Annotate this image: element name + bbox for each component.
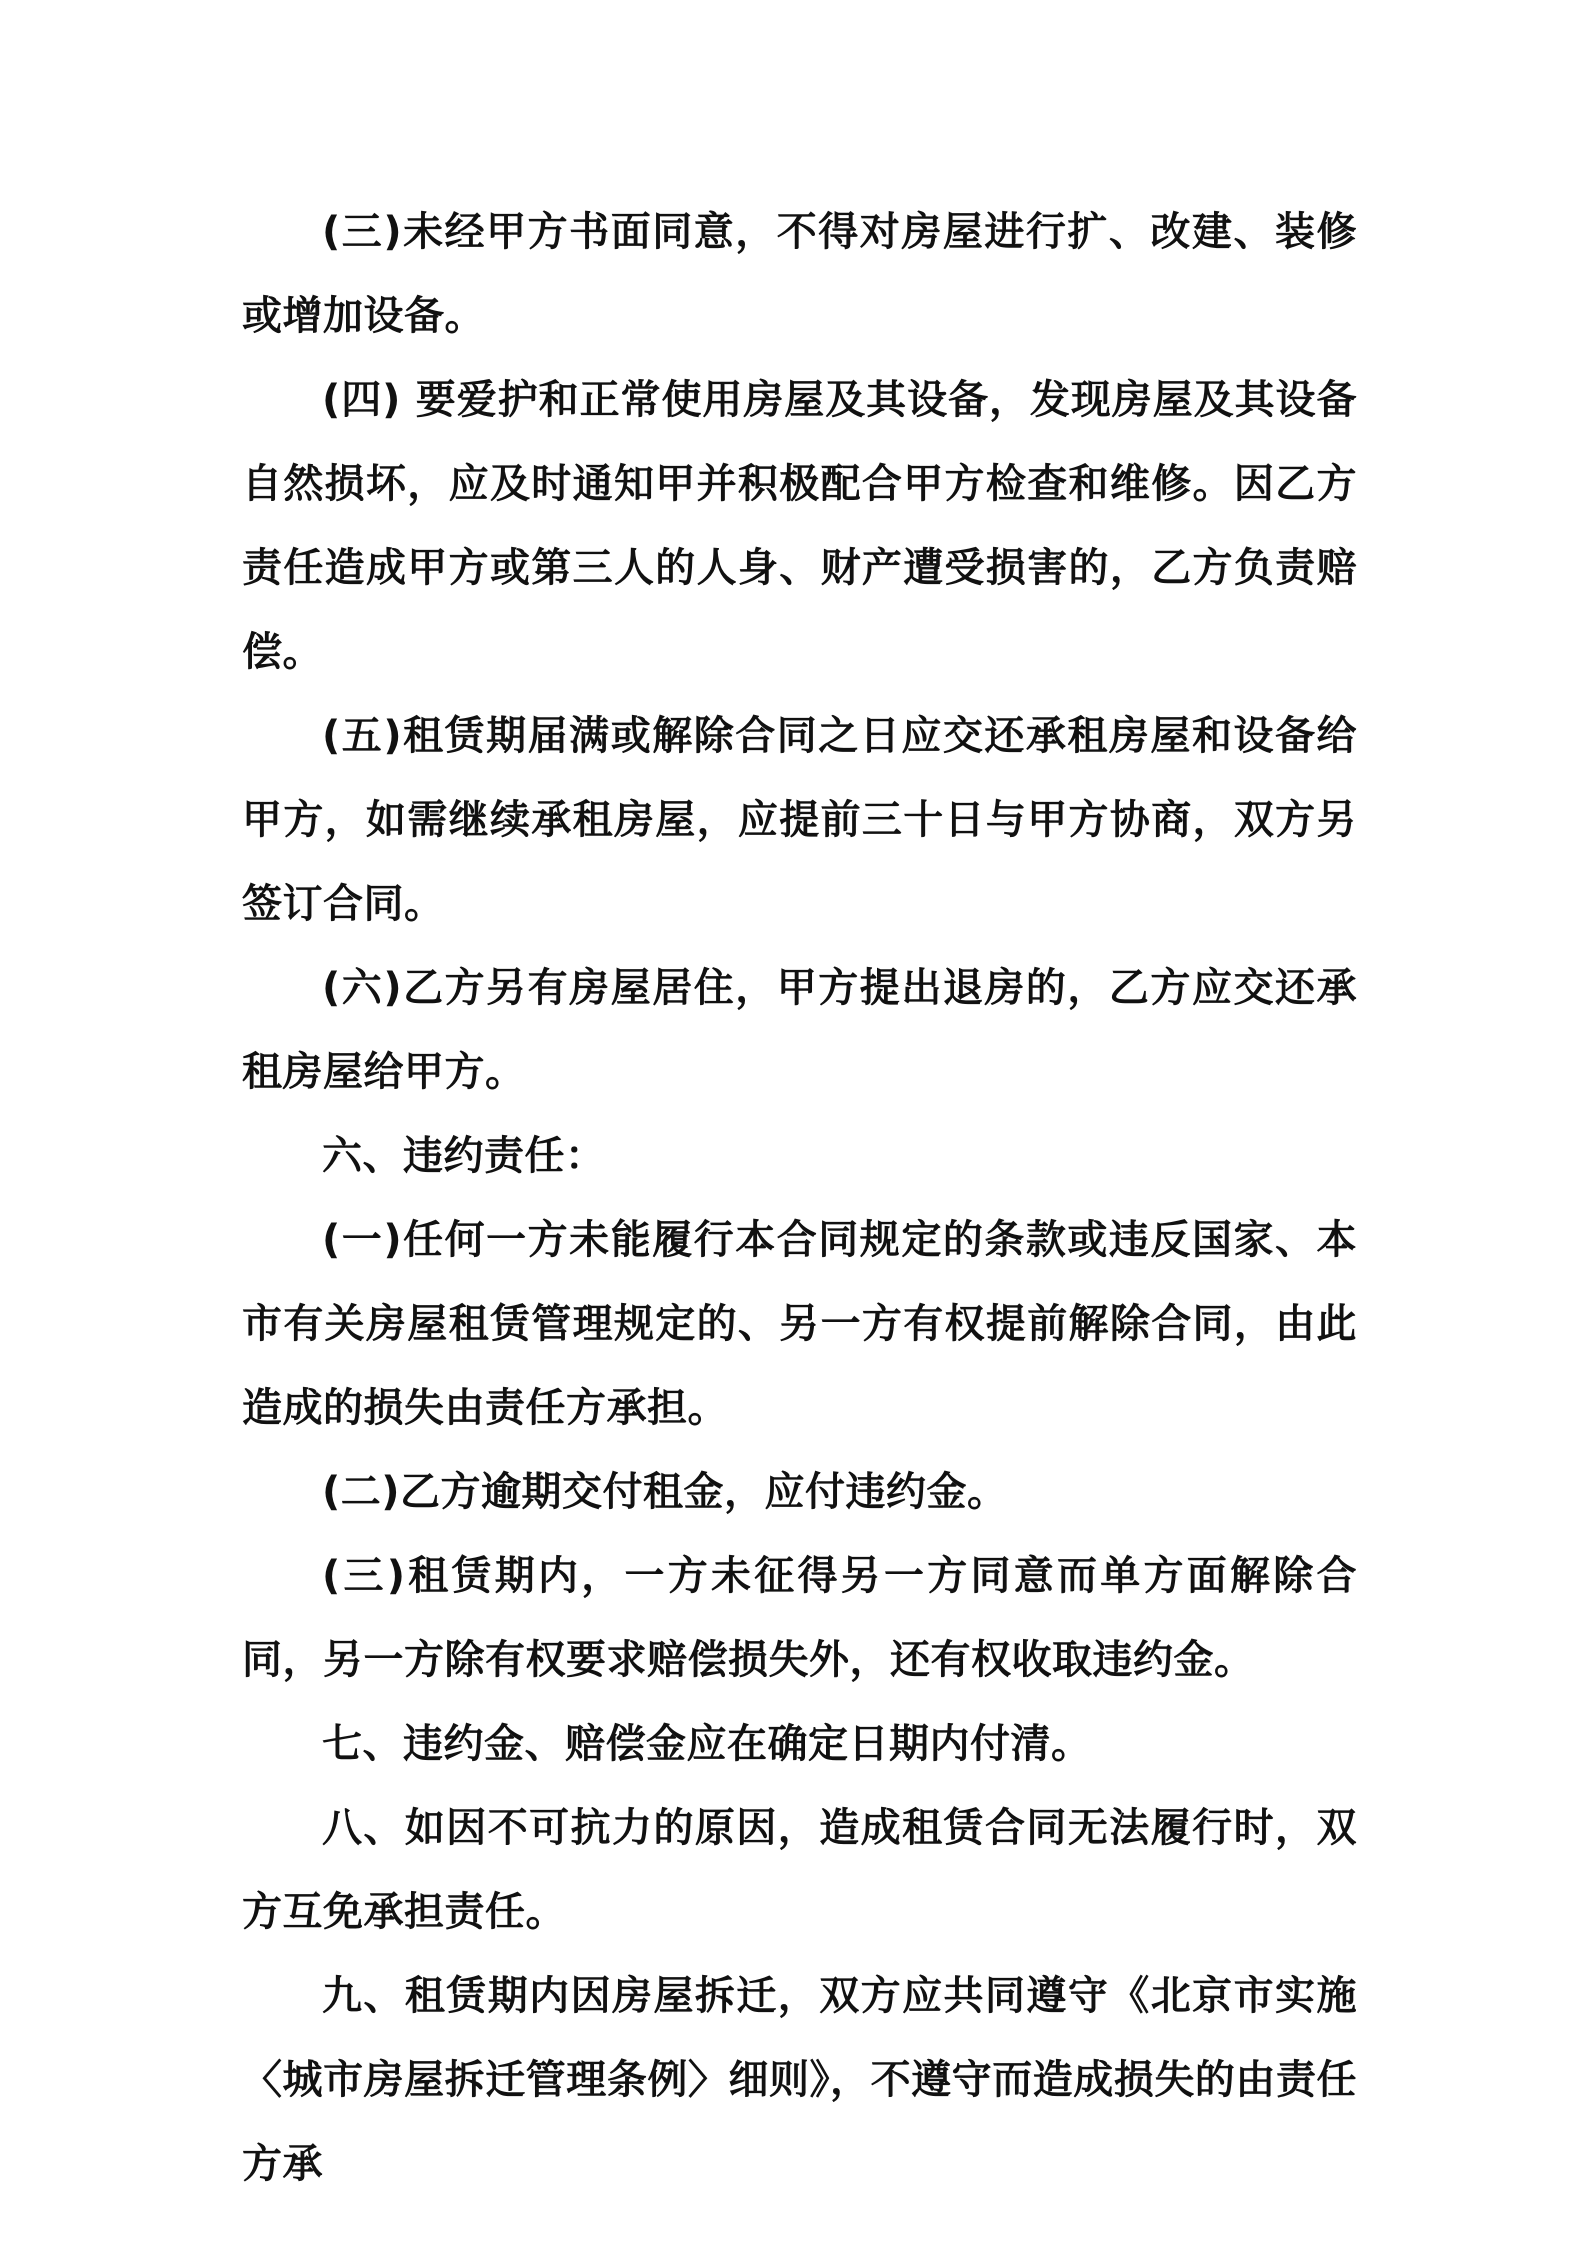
paragraph-breach-1: (一)任何一方未能履行本合同规定的条款或违反国家、本市有关房屋租赁管理规定的、另一方有权提前解除合同，由此造成的损失由责任方承担。 bbox=[242, 1217, 1357, 1431]
document-body bbox=[242, 190, 1357, 2206]
section-seven: 七、违约金、赔偿金应在确定日期内付清。 bbox=[322, 1721, 1092, 1767]
paragraph-clause-5: (五)租赁期届满或解除合同之日应交还承租房屋和设备给甲方，如需继续承租房屋，应提前三十日与甲方协商，双方另签订合同。 bbox=[242, 713, 1357, 927]
paragraph-breach-2: (二)乙方逾期交付租金，应付违约金。 bbox=[322, 1469, 1008, 1515]
paragraph-breach-3: (三)租赁期内，一方未征得另一方同意而单方面解除合同，另一方除有权要求赔偿损失外，还有权收取违约金。 bbox=[242, 1553, 1357, 1683]
paragraph-clause-6: (六)乙方另有房屋居住，甲方提出退房的，乙方应交还承租房屋给甲方。 bbox=[242, 965, 1357, 1095]
section-eight: 八、如因不可抗力的原因，造成租赁合同无法履行时，双方互免承担责任。 bbox=[242, 1805, 1357, 1935]
section-nine: 九、租赁期内因房屋拆迁，双方应共同遵守《北京市实施〈城市房屋拆迁管理条例〉细则》，不遵守而造成损失的由责任方承 bbox=[242, 1973, 1357, 2187]
section-heading-breach-liability: 六、违约责任： bbox=[322, 1133, 606, 1179]
paragraph-clause-3: (三)未经甲方书面同意，不得对房屋进行扩、改建、装修或增加设备。 bbox=[242, 209, 1357, 339]
paragraph-clause-4: (四) 要爱护和正常使用房屋及其设备，发现房屋及其设备自然损坏，应及时通知甲并积极配合甲方检查和维修。因乙方责任造成甲方或第三人的人身、财产遭受损害的，乙方负责赔偿。 bbox=[242, 377, 1357, 675]
